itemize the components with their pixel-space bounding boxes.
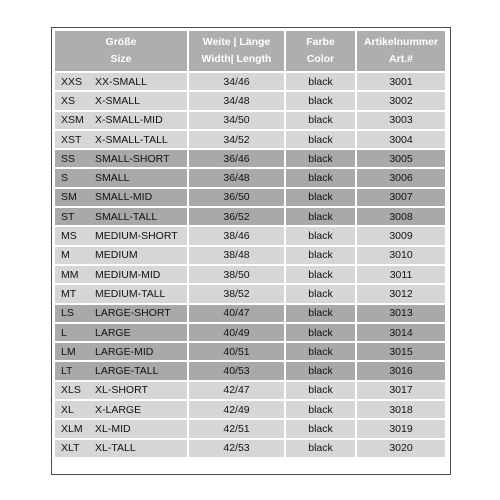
size-code: MT (61, 287, 77, 300)
article-number-cell: 3014 (389, 326, 413, 339)
size-code: LS (61, 307, 74, 320)
color-cell: black (286, 420, 357, 437)
header-art-en: Art.# (389, 53, 413, 65)
size-name: X-LARGE (95, 403, 142, 416)
size-code: ST (61, 210, 75, 223)
article-number-cell: 3003 (389, 114, 413, 127)
article-number-cell: 3011 (389, 268, 413, 281)
width-length-cell: 34/50 (189, 112, 286, 129)
color-cell: black (286, 150, 357, 167)
table-row (55, 362, 445, 379)
article-number-cell: 3005 (389, 152, 413, 165)
size-cell (55, 266, 189, 283)
header-article-number (357, 31, 445, 71)
size-chart-table (55, 31, 445, 470)
size-cell (55, 150, 189, 167)
size-name: XL-SHORT (95, 384, 148, 397)
size-code: LM (61, 345, 76, 358)
table-body (55, 73, 445, 457)
article-number-cell: 3019 (389, 422, 413, 435)
size-name: MEDIUM-SHORT (95, 230, 178, 243)
color-cell: black (286, 227, 357, 244)
size-name: SMALL (95, 172, 130, 185)
size-name: LARGE-SHORT (95, 307, 171, 320)
header-size-de: Größe (105, 36, 137, 48)
header-color-en: Color (306, 53, 335, 65)
width-length-cell: 42/49 (189, 401, 286, 418)
table-row (55, 112, 445, 129)
size-code: XLM (61, 422, 83, 435)
width-length-cell: 42/53 (189, 440, 286, 457)
color-cell: black (286, 305, 357, 322)
size-cell (55, 362, 189, 379)
width-length-cell: 42/51 (189, 420, 286, 437)
size-cell (55, 305, 189, 322)
size-cell (55, 169, 189, 186)
size-name: MEDIUM-MID (95, 268, 161, 281)
table-row (55, 73, 445, 90)
width-length-cell: 34/48 (189, 92, 286, 109)
size-code: XST (61, 133, 82, 146)
width-length-cell: 40/51 (189, 343, 286, 360)
header-width-length (189, 31, 286, 71)
width-length-cell: 38/52 (189, 285, 286, 302)
width-length-cell: 38/46 (189, 227, 286, 244)
width-length-cell: 40/49 (189, 324, 286, 341)
article-number-cell: 3002 (389, 94, 413, 107)
size-code: XL (61, 403, 74, 416)
header-art-de: Artikelnummer (363, 36, 439, 48)
article-number-cell: 3010 (389, 249, 413, 262)
table-header (55, 31, 445, 71)
table-row (55, 227, 445, 244)
size-code: LT (61, 365, 73, 378)
article-number-cell: 3001 (389, 75, 413, 88)
header-color (286, 31, 357, 71)
color-cell: black (286, 169, 357, 186)
color-cell: black (286, 208, 357, 225)
size-code: MM (61, 268, 79, 281)
table-row (55, 150, 445, 167)
size-name: LARGE-MID (95, 345, 154, 358)
width-length-cell: 40/47 (189, 305, 286, 322)
color-cell: black (286, 285, 357, 302)
header-size (55, 31, 189, 71)
size-name: LARGE-TALL (95, 365, 159, 378)
table-row (55, 247, 445, 264)
size-name: XX-SMALL (95, 75, 147, 88)
size-cell (55, 247, 189, 264)
color-cell: black (286, 247, 357, 264)
size-name: MEDIUM-TALL (95, 287, 166, 300)
width-length-cell: 36/46 (189, 150, 286, 167)
table-row (55, 420, 445, 437)
table-row (55, 92, 445, 109)
table-row (55, 131, 445, 148)
size-name: MEDIUM (95, 249, 138, 262)
width-length-cell: 34/52 (189, 131, 286, 148)
article-number-cell: 3008 (389, 210, 413, 223)
size-code: SS (61, 152, 76, 165)
color-cell: black (286, 440, 357, 457)
size-code: XLS (61, 384, 81, 397)
size-cell (55, 112, 189, 129)
color-cell: black (286, 343, 357, 360)
width-length-cell: 38/50 (189, 266, 286, 283)
size-cell (55, 189, 189, 206)
size-name: X-SMALL (95, 94, 140, 107)
article-number-cell: 3009 (389, 230, 413, 243)
color-cell: black (286, 266, 357, 283)
size-code: M (61, 249, 70, 262)
article-number-cell: 3013 (389, 307, 413, 320)
size-code: SM (61, 191, 77, 204)
width-length-cell: 36/50 (189, 189, 286, 206)
size-code: S (61, 172, 69, 185)
table-row (55, 305, 445, 322)
article-number-cell: 3004 (389, 133, 413, 146)
size-name: XL-MID (95, 422, 131, 435)
color-cell: black (286, 131, 357, 148)
color-cell: black (286, 401, 357, 418)
table-row (55, 343, 445, 360)
table-row (55, 169, 445, 186)
size-code: XLT (61, 442, 80, 455)
size-cell (55, 92, 189, 109)
size-cell (55, 440, 189, 457)
color-cell: black (286, 382, 357, 399)
size-cell (55, 324, 189, 341)
size-cell (55, 382, 189, 399)
table-row (55, 189, 445, 206)
color-cell: black (286, 73, 357, 90)
width-length-cell: 36/52 (189, 208, 286, 225)
size-cell (55, 131, 189, 148)
table-row (55, 324, 445, 341)
size-name: SMALL-MID (95, 191, 153, 204)
table-row (55, 266, 445, 283)
width-length-cell: 36/48 (189, 169, 286, 186)
color-cell: black (286, 324, 357, 341)
article-number-cell: 3007 (389, 191, 413, 204)
header-color-de: Farbe (306, 36, 335, 48)
size-cell (55, 73, 189, 90)
table-row (55, 208, 445, 225)
color-cell: black (286, 189, 357, 206)
table-row (55, 440, 445, 457)
article-number-cell: 3012 (389, 287, 413, 300)
size-name: SMALL-TALL (95, 210, 158, 223)
article-number-cell: 3006 (389, 172, 413, 185)
size-cell (55, 285, 189, 302)
width-length-cell: 34/46 (189, 73, 286, 90)
size-code: XXS (61, 75, 83, 88)
article-number-cell: 3017 (389, 384, 413, 397)
size-code: L (61, 326, 67, 339)
size-cell (55, 227, 189, 244)
size-name: X-SMALL-TALL (95, 133, 168, 146)
size-code: XS (61, 94, 76, 107)
header-wl-en: Width| Length (201, 53, 272, 65)
header-size-en: Size (110, 53, 132, 65)
article-number-cell: 3018 (389, 403, 413, 416)
table-row (55, 401, 445, 418)
size-cell (55, 401, 189, 418)
table-row (55, 382, 445, 399)
table-row (55, 285, 445, 302)
size-name: XL-TALL (95, 442, 136, 455)
width-length-cell: 38/48 (189, 247, 286, 264)
article-number-cell: 3015 (389, 345, 413, 358)
article-number-cell: 3020 (389, 442, 413, 455)
size-code: MS (61, 230, 77, 243)
size-name: SMALL-SHORT (95, 152, 170, 165)
width-length-cell: 40/53 (189, 362, 286, 379)
color-cell: black (286, 112, 357, 129)
size-cell (55, 420, 189, 437)
size-cell (55, 208, 189, 225)
size-name: X-SMALL-MID (95, 114, 163, 127)
size-name: LARGE (95, 326, 131, 339)
size-code: XSM (61, 114, 84, 127)
color-cell: black (286, 92, 357, 109)
width-length-cell: 42/47 (189, 382, 286, 399)
article-number-cell: 3016 (389, 365, 413, 378)
header-wl-de: Weite | Länge (202, 36, 271, 48)
size-cell (55, 343, 189, 360)
color-cell: black (286, 362, 357, 379)
